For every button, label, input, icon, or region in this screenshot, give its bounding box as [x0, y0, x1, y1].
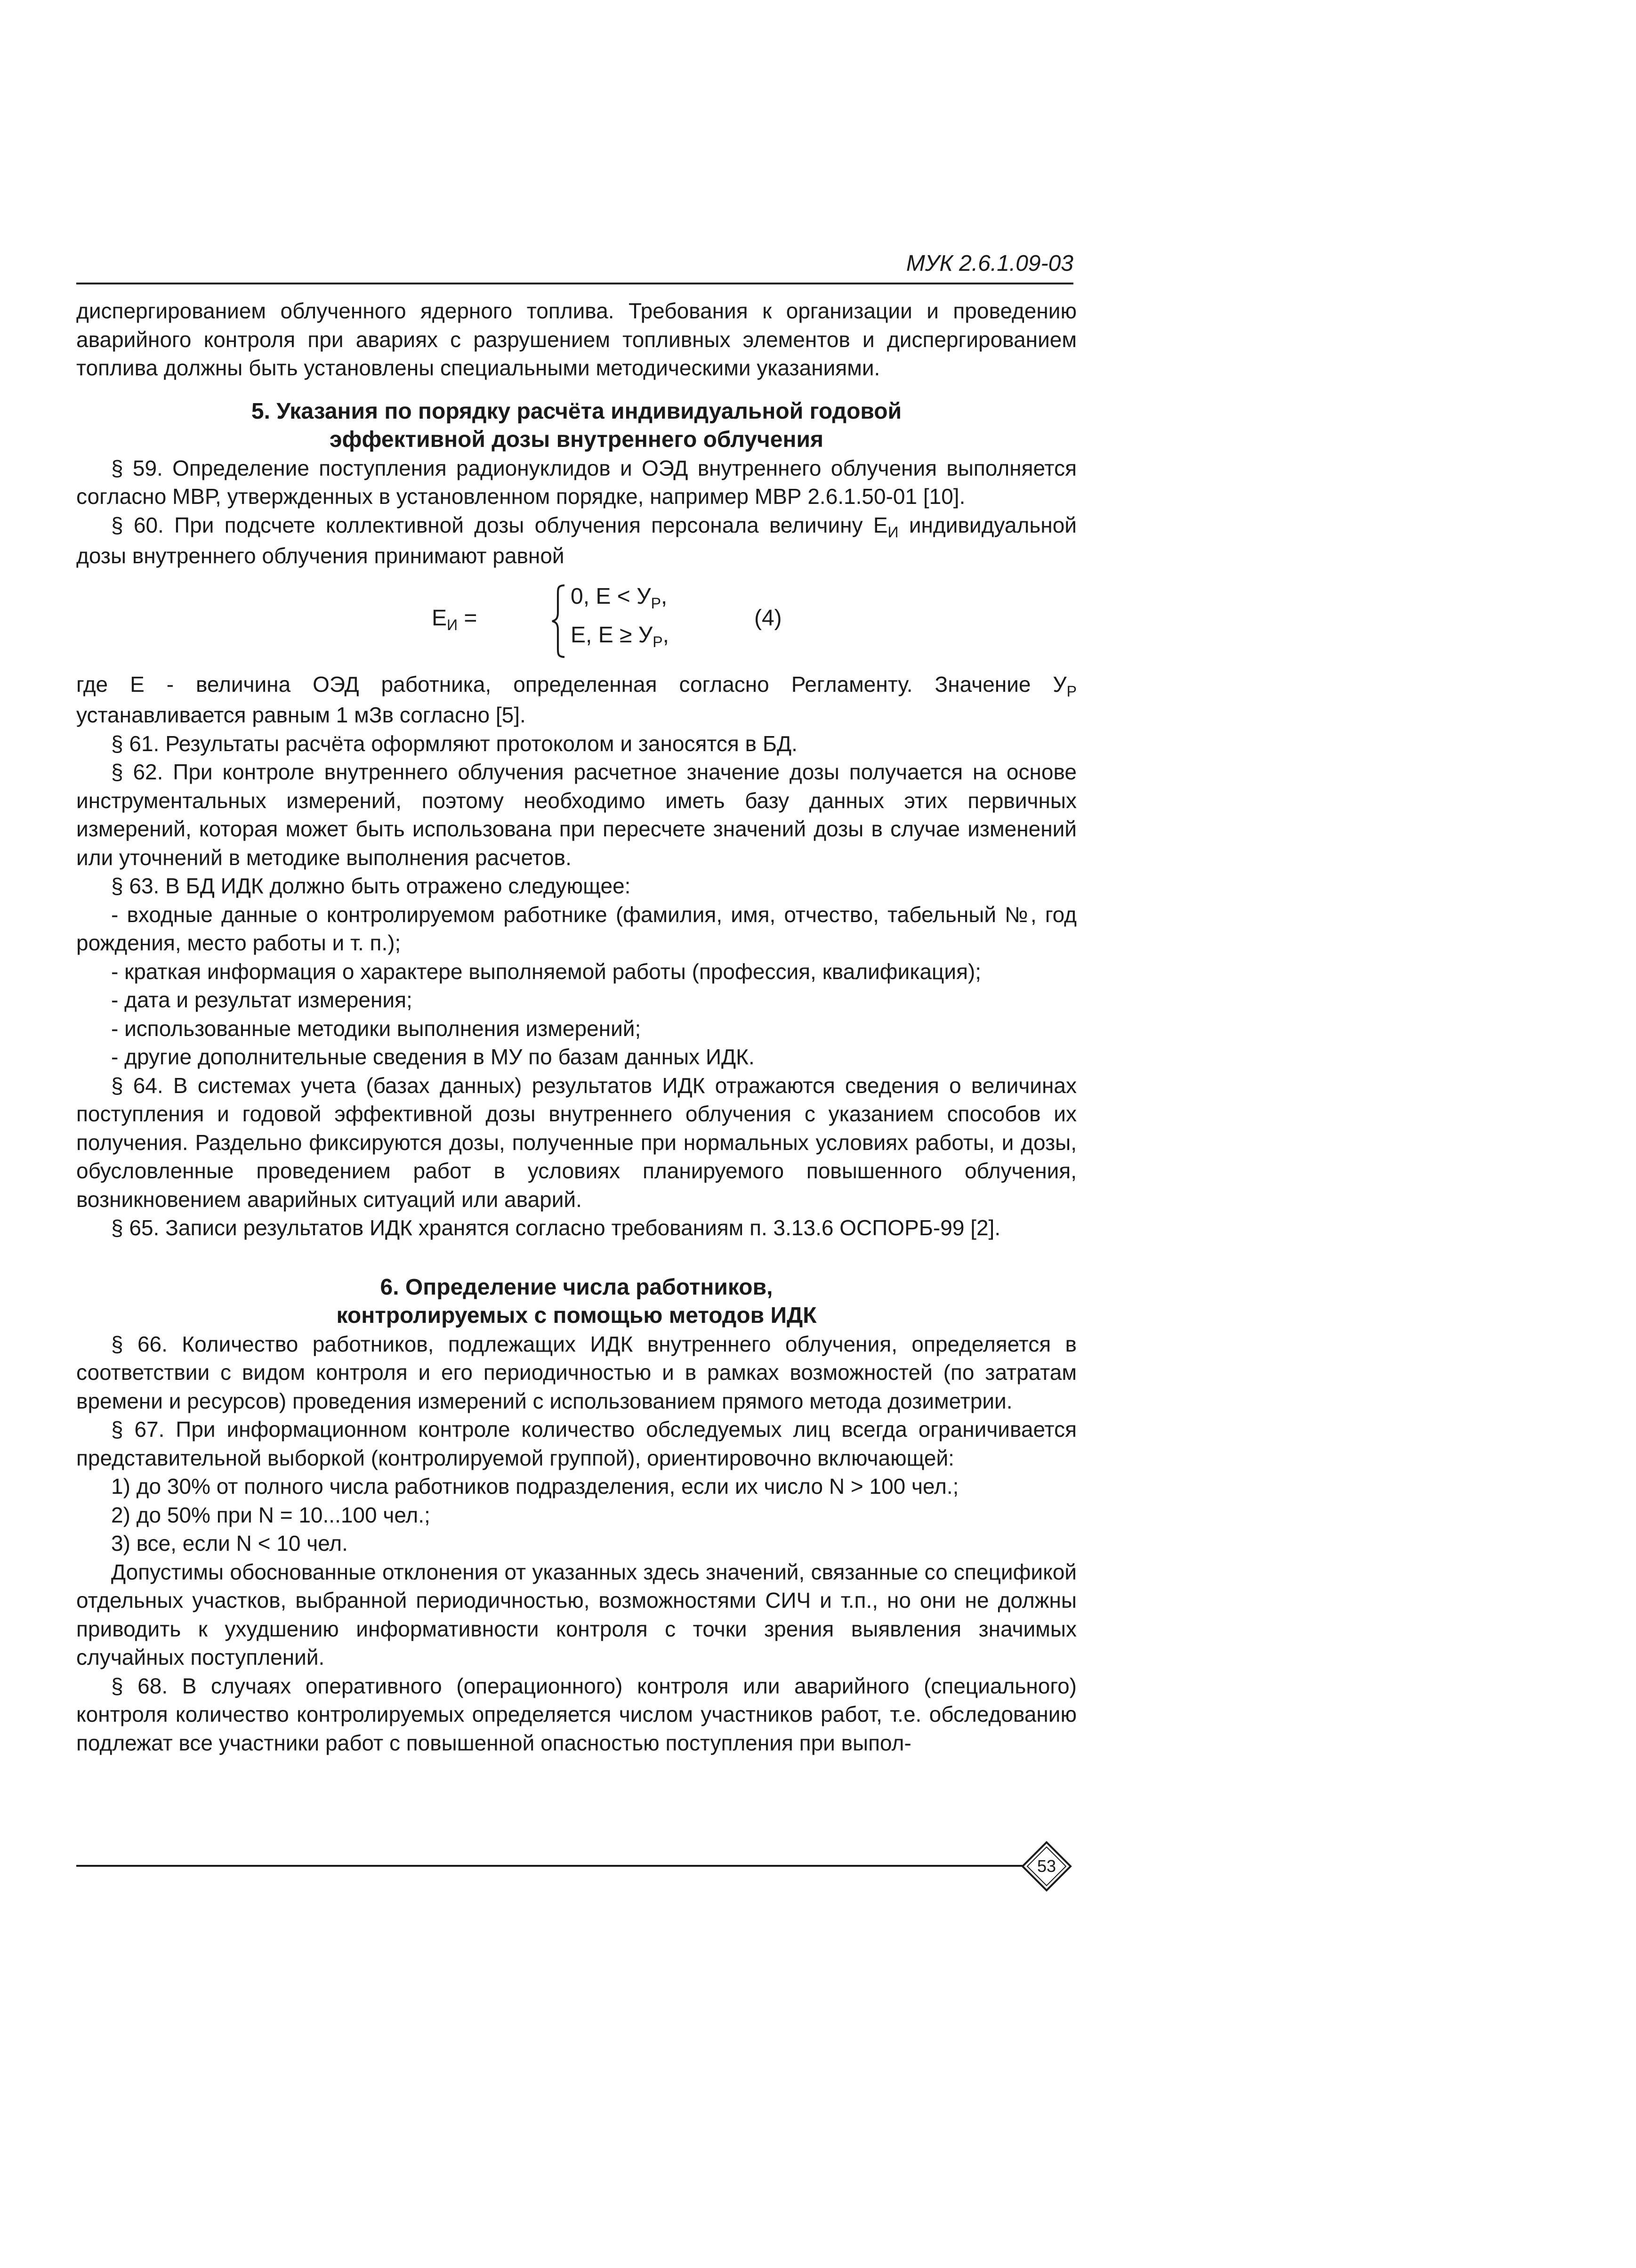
- paragraph-60: [76, 511, 1077, 570]
- formula-4: [76, 579, 1077, 664]
- formula-case-1: [571, 583, 667, 613]
- formula-case-2-end: ,: [662, 622, 669, 648]
- section-5-title: [76, 397, 1077, 454]
- formula-explanation: [76, 670, 1077, 729]
- formula-lhs-subscript: И: [447, 616, 458, 633]
- formula-case-2-text: Е, Е ≥ У: [571, 622, 653, 648]
- section-5-title-line2: эффективной дозы внутреннего облучения: [329, 427, 823, 452]
- list-item: - другие дополнительные сведения в МУ по базам данных ИДК.: [111, 1045, 755, 1069]
- paragraph-67-note: Допустимы обоснованные отклонения от указанных здесь значений, связанные со спецификой отдельных участков, выбранной периодичностью, возможностями СИЧ и т.п., но они не должны приводить к ухудшению информативности контроля с точки зрения выявления значимых случайных поступлений.: [76, 1559, 1077, 1669]
- paragraph-65: § 65. Записи результатов ИДК хранятся согласно требованиям п. 3.13.6 ОСПОРБ-99 [2].: [111, 1215, 1001, 1240]
- formula-equals: =: [458, 605, 477, 631]
- footer-rule: [76, 1865, 1032, 1867]
- paragraph-59: § 59. Определение поступления радионуклидов и ОЭД внутреннего облучения выполняется согласно МВР, утвержденных в установленном порядке, например МВР 2.6.1.50-01 [10].: [76, 455, 1077, 509]
- paragraph-67: § 67. При информационном контроле количество обследуемых лиц всегда ограничивается представительной выборкой (контролируемой группой), ориентировочно включающей:: [76, 1417, 1077, 1470]
- list-item: - использованные методики выполнения измерений;: [111, 1016, 641, 1041]
- list-item: 2) до 50% при N = 10...100 чел.;: [111, 1502, 430, 1527]
- paragraph-62: § 62. При контроле внутреннего облучения расчетное значение дозы получается на основе инструментальных измерений, поэтому необходимо иметь базу данных этих первичных измерений, которая может быть использована при пересчете значений дозы в случае изменений или уточнений в методике выполнения расчетов.: [76, 760, 1077, 870]
- section-6-title-line2: контролируемых с помощью методов ИДК: [336, 1303, 817, 1328]
- paragraph-64: § 64. В системах учета (базах данных) результатов ИДК отражаются сведения о величинах поступления и годовой эффективной дозы внутреннего облучения с указанием способов их получения. Раздельно фиксируются дозы, полученные при нормальных условиях работы, и дозы, обусловленные проведением работ в условиях планируемого повышенного облучения, возникновением аварийных ситуаций или аварий.: [76, 1073, 1077, 1212]
- formula-case-1-text: 0, Е < У: [571, 583, 651, 609]
- running-head: МУК 2.6.1.09-03: [906, 251, 1073, 276]
- formula-case-1-end: ,: [661, 583, 668, 609]
- section-5-title-line1: 5. Указания по порядку расчёта индивидуальной годовой: [251, 398, 902, 424]
- paragraph-60-end: индивидуальной дозы внутреннего облучения принимают равной: [76, 512, 1077, 568]
- section-6-title: [76, 1273, 1077, 1330]
- formula-case-2-subscript: Р: [653, 633, 663, 650]
- paragraph-66: § 66. Количество работников, подлежащих ИДК внутреннего облучения, определяется в соответствии с видом контроля и его периодичностью и в рамках возможностей (по затратам времени и ресурсов) проведения измерений с использованием прямого метода дозиметрии.: [76, 1331, 1077, 1413]
- list-item: - входные данные о контролируемом работнике (фамилия, имя, отчество, табельный №, год рождения, место работы и т. п.);: [76, 902, 1077, 955]
- paragraph-60-subscript: И: [887, 523, 899, 541]
- list-item: - краткая информация о характере выполняемой работы (профессия, квалификация);: [111, 959, 982, 984]
- paragraph-61: § 61. Результаты расчёта оформляют протоколом и заносятся в БД.: [111, 731, 798, 756]
- formula-explanation-subscript: Р: [1066, 682, 1077, 700]
- intro-paragraph: диспергированием облученного ядерного топлива. Требования к организации и проведению аварийного контроля при авариях с разрушением топливных элементов и диспергированием топлива должны быть установлены специальными методическими указаниями.: [76, 299, 1077, 380]
- paragraph-60-start: § 60. При подсчете коллективной дозы облучения персонала величину Е: [111, 512, 888, 537]
- formula-explanation-start: где Е - величина ОЭД работника, определенная согласно Регламенту. Значение У: [76, 672, 1067, 697]
- formula-lhs-symbol: Е: [432, 605, 447, 631]
- formula-case-2: [571, 621, 669, 652]
- page-number: 53: [1037, 1856, 1056, 1876]
- list-item: 3) все, если N < 10 чел.: [111, 1531, 348, 1555]
- formula-brace: [549, 583, 568, 659]
- page-body: [76, 297, 1077, 1757]
- paragraph-63: § 63. В БД ИДК должно быть отражено следующее:: [111, 874, 631, 898]
- header-rule: [76, 283, 1073, 284]
- formula-number: (4): [754, 605, 782, 631]
- list-item: 1) до 30% от полного числа работников подразделения, если их число N > 100 чел.;: [111, 1474, 959, 1498]
- list-item: - дата и результат измерения;: [111, 988, 412, 1012]
- page-number-badge: [1021, 1840, 1072, 1892]
- formula-case-1-subscript: Р: [651, 594, 661, 612]
- formula-lhs: [432, 604, 477, 635]
- section-6-title-line1: 6. Определение числа работников,: [380, 1274, 773, 1300]
- formula-explanation-end: устанавливается равным 1 мЗв согласно [5].: [76, 703, 526, 727]
- paragraph-68: § 68. В случаях оперативного (операционного) контроля или аварийного (специального) контроля количество контролируемых определяется числом участников работ, т.е. обследованию подлежат все участники работ с повышенной опасностью поступления при выпол-: [76, 1673, 1077, 1755]
